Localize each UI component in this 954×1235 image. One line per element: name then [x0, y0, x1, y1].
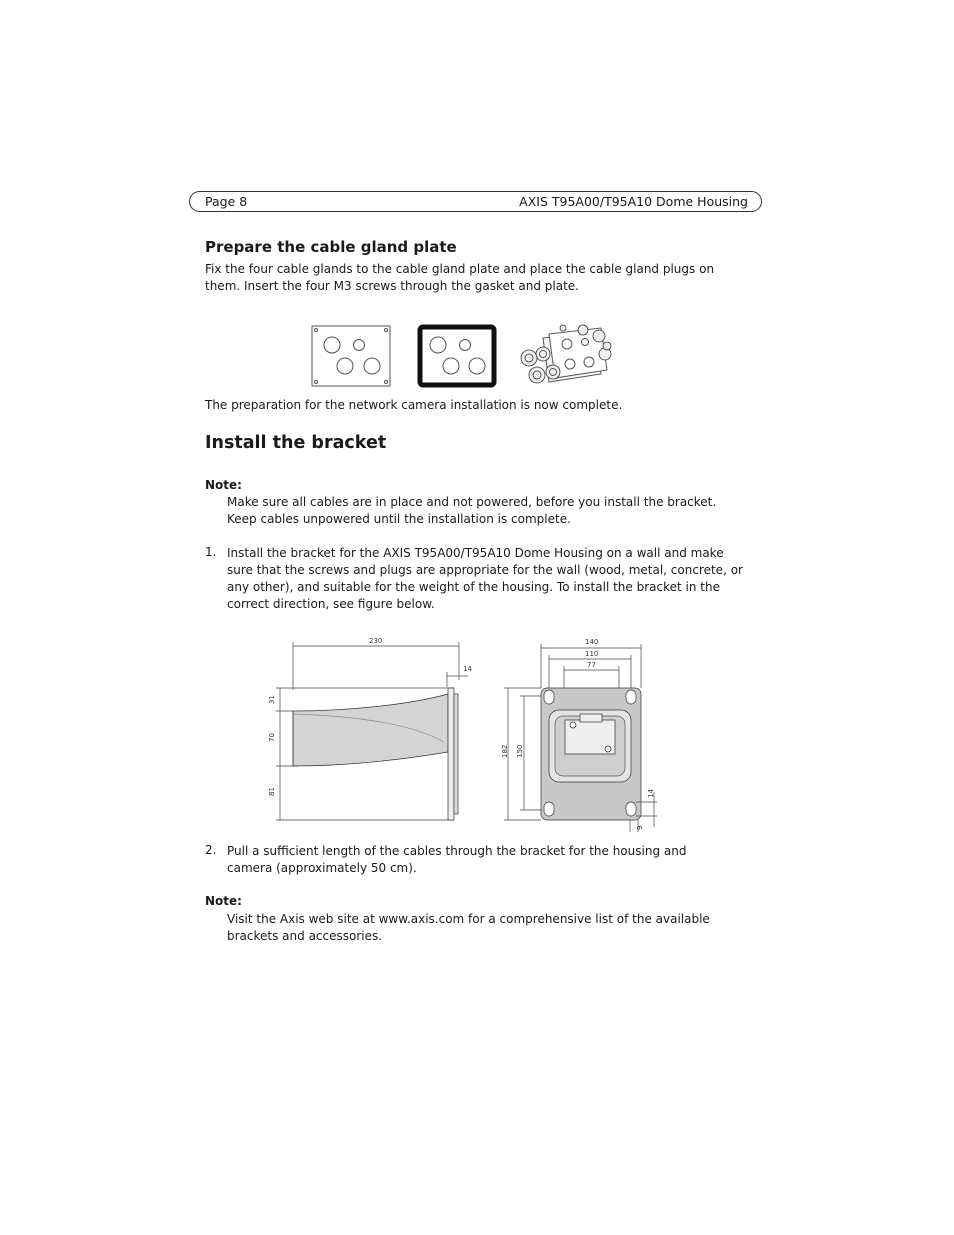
dim-182: 182 [501, 744, 509, 758]
bracket-dimension-drawing [262, 632, 672, 837]
gasket-figure [420, 327, 494, 385]
dim-31: 31 [268, 695, 276, 704]
dim-230: 230 [369, 637, 383, 645]
step-number: 2. [205, 843, 217, 857]
step-pull-cables: Pull a sufficient length of the cables through the bracket for the housing and camera (approximately 50 cm). [227, 844, 687, 875]
preparation-complete-text: The preparation for the network camera installation is now complete. [205, 398, 623, 412]
note-axis-website: Visit the Axis web site at www.axis.com for a comprehensive list of the available brackets and accessories. [227, 912, 710, 943]
dim-150: 150 [516, 744, 524, 758]
assembled-glands-figure [521, 325, 611, 383]
note-label: Note: [205, 894, 242, 908]
dim-14-flange: 14 [463, 665, 472, 673]
dim-140: 140 [585, 638, 599, 646]
step-install-bracket: Install the bracket for the AXIS T95A00/T95A10 Dome Housing on a wall and make sure that the screws and plugs are appropriate for the wall (wood, metal, concrete, or any other), and suitable for the weight of the housing. To install the bracket in the correct direction, see figure below. [227, 546, 743, 611]
dim-9: 9 [636, 825, 644, 830]
step-number: 1. [205, 545, 217, 559]
note-cables-unpowered: Make sure all cables are in place and not powered, before you install the bracket. Keep cables unpowered until the installation is complete. [227, 495, 717, 526]
product-title: AXIS T95A00/T95A10 Dome Housing [519, 194, 748, 209]
dim-110: 110 [585, 650, 599, 658]
page-number: Page 8 [205, 194, 248, 209]
cable-gland-plate-illustration [305, 320, 625, 392]
gland-plate-figure [312, 326, 390, 386]
dim-14-slot: 14 [647, 789, 655, 798]
dim-70: 70 [268, 733, 276, 742]
section-title-cable-gland: Prepare the cable gland plate [205, 238, 457, 256]
cable-gland-instructions: Fix the four cable glands to the cable gland plate and place the cable gland plugs on them. Insert the four M3 screws through the gasket and plate. [205, 262, 715, 293]
dim-77: 77 [587, 661, 596, 669]
dim-81: 81 [268, 787, 276, 796]
section-title-install-bracket: Install the bracket [205, 433, 387, 453]
note-label: Note: [205, 478, 242, 492]
